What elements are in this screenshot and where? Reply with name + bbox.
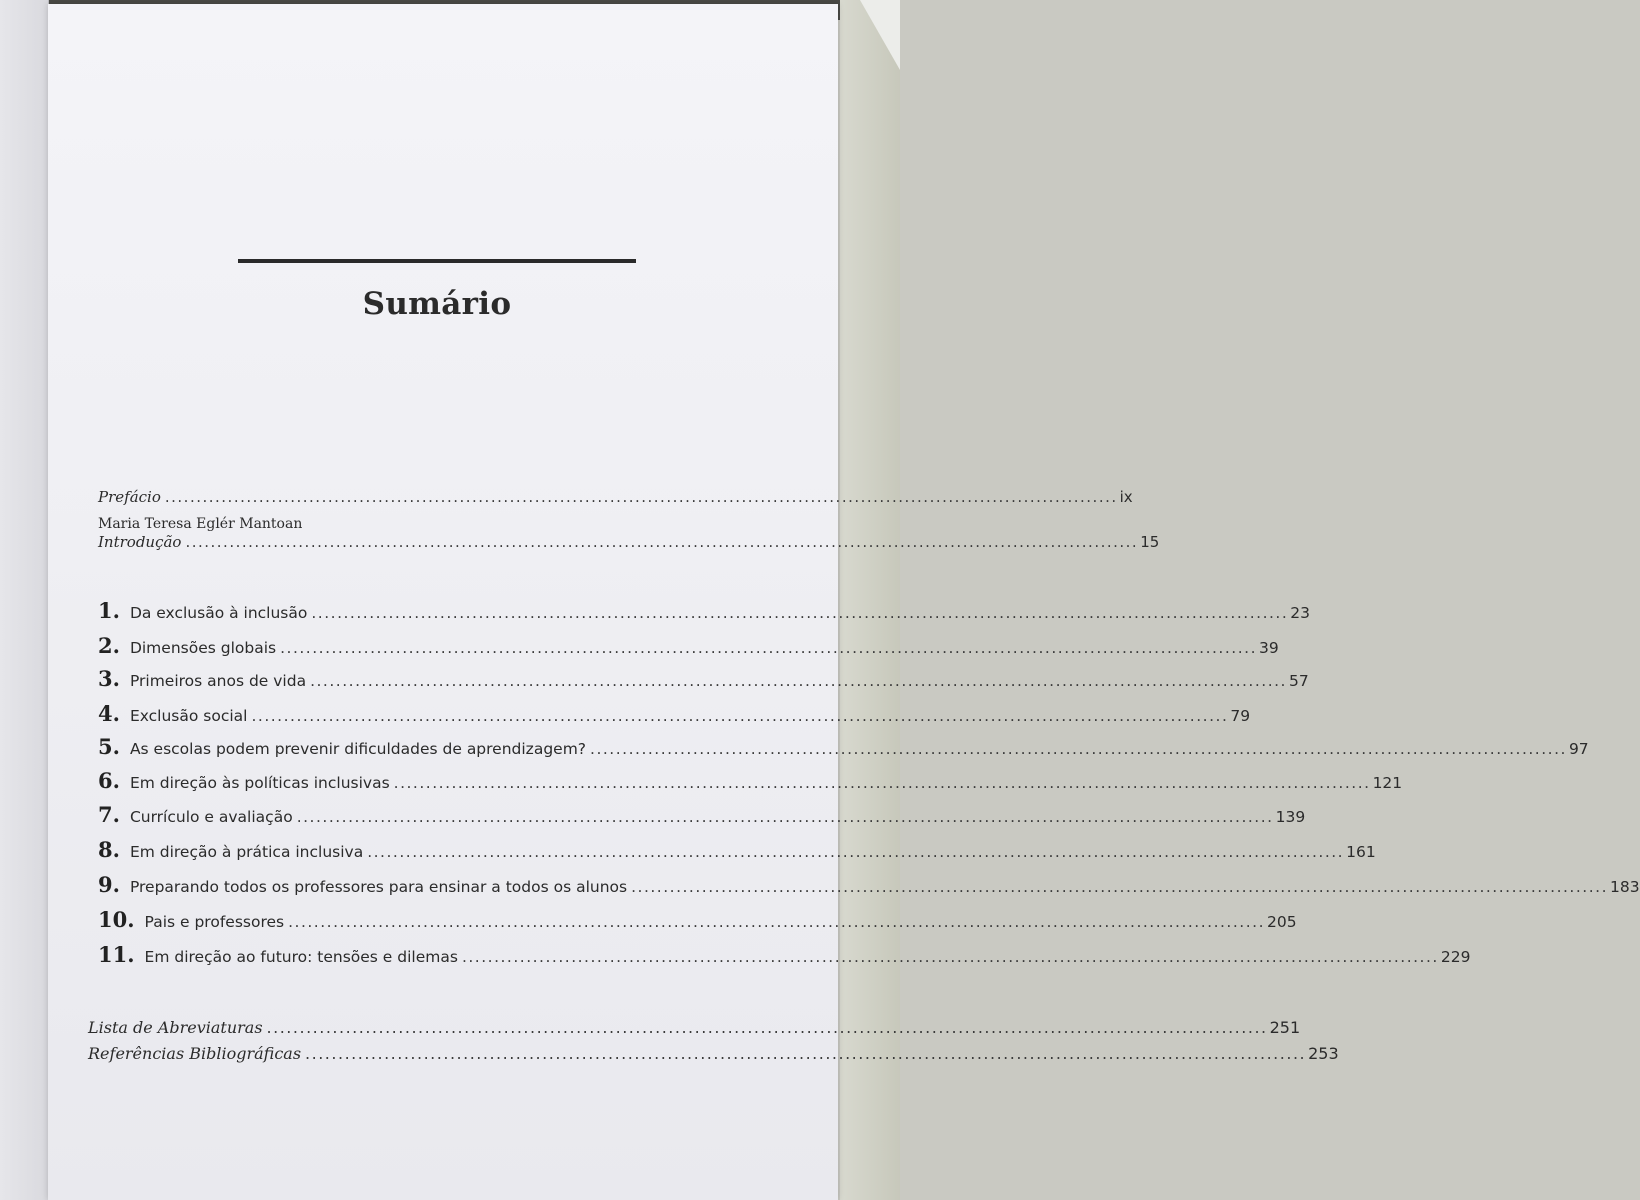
chapter-page: 183	[1610, 878, 1640, 896]
chapter-page: 79	[1230, 707, 1251, 725]
chapter-number: 6.	[98, 768, 120, 793]
chapter-number: 7.	[98, 802, 120, 827]
toc-entry-page: 15	[1140, 533, 1160, 551]
chapter-entry	[98, 872, 1640, 897]
title-rule	[238, 259, 636, 263]
chapter-entry	[98, 701, 1251, 726]
dot-leader: ........................................................................................................................................................	[393, 774, 1371, 792]
dot-leader: ........................................................................................................................................................	[367, 843, 1345, 861]
toc-entry-label: Lista de Abreviaturas	[88, 1018, 263, 1037]
dot-leader: ........................................................................................................................................................	[296, 808, 1274, 826]
chapter-entry	[98, 907, 1297, 932]
chapter-page: 97	[1568, 740, 1589, 758]
chapter-entry	[98, 598, 1311, 623]
toc-entry-label: Introdução	[98, 533, 182, 551]
chapter-entry	[98, 802, 1306, 827]
chapter-number: 2.	[98, 633, 120, 658]
chapter-page: 121	[1372, 774, 1403, 792]
dot-leader: ........................................................................................................................................................	[590, 740, 1567, 758]
chapter-page: 205	[1267, 913, 1297, 931]
toc-entry-abreviaturas	[88, 1018, 1301, 1037]
dot-leader: ........................................................................................................................................................	[266, 1018, 1268, 1037]
preface-author: Maria Teresa Eglér Mantoan	[98, 516, 303, 532]
chapter-title: Em direção ao futuro: tensões e dilemas	[144, 948, 458, 966]
dot-leader: ........................................................................................................................................................	[185, 533, 1139, 551]
chapter-number: 8.	[98, 837, 120, 862]
chapter-page: 39	[1259, 639, 1279, 657]
facing-page-edge	[0, 0, 49, 1200]
chapter-entry	[98, 633, 1279, 658]
chapter-title: Da exclusão à inclusão	[129, 604, 308, 622]
dot-leader: ........................................................................................................................................................	[631, 878, 1608, 896]
chapter-number: 9.	[98, 872, 120, 897]
chapter-entry	[98, 768, 1403, 793]
chapter-title: Dimensões globais	[129, 639, 277, 657]
chapter-title: Em direção às políticas inclusivas	[129, 774, 390, 792]
dot-leader: ........................................................................................................................................................	[311, 604, 1289, 622]
dot-leader: ........................................................................................................................................................	[280, 639, 1257, 657]
chapter-title: Primeiros anos de vida	[129, 672, 307, 690]
toc-entry-page: ix	[1119, 488, 1133, 506]
chapter-number: 5.	[98, 734, 120, 759]
dot-leader: ........................................................................................................................................................	[251, 707, 1229, 725]
chapter-entry	[98, 734, 1589, 759]
chapter-entry	[98, 942, 1471, 967]
chapter-number: 1.	[98, 598, 120, 623]
page-title: Sumário	[362, 286, 512, 322]
chapter-title: Exclusão social	[129, 707, 248, 725]
chapter-title: Em direção à prática inclusiva	[129, 843, 364, 861]
chapter-number: 3.	[98, 666, 120, 691]
toc-entry-introducao	[98, 533, 1160, 551]
chapter-title: Currículo e avaliação	[129, 808, 293, 826]
dot-leader: ........................................................................................................................................................	[461, 948, 1439, 966]
dot-leader: ........................................................................................................................................................	[310, 672, 1287, 690]
dot-leader: ........................................................................................................................................................	[305, 1044, 1307, 1063]
chapter-page: 57	[1288, 672, 1309, 690]
chapter-title: Pais e professores	[144, 913, 285, 931]
chapter-title: Preparando todos os professores para ensinar a todos os alunos	[129, 878, 628, 896]
chapter-page: 229	[1440, 948, 1471, 966]
chapter-title: As escolas podem prevenir dificuldades de aprendizagem?	[129, 740, 587, 758]
chapter-entry	[98, 837, 1376, 862]
toc-entry-label: Prefácio	[98, 488, 161, 506]
toc-entry-page: 253	[1308, 1044, 1339, 1063]
toc-entry-referencias	[88, 1044, 1339, 1063]
book-page	[48, 4, 1640, 1200]
chapter-page: 161	[1346, 843, 1376, 861]
chapter-entry	[98, 666, 1309, 691]
chapter-number: 11.	[98, 942, 135, 967]
dot-leader: ........................................................................................................................................................	[288, 913, 1265, 931]
dot-leader: ........................................................................................................................................................	[164, 488, 1118, 506]
toc-entry-page: 251	[1269, 1018, 1301, 1037]
chapter-page: 23	[1290, 604, 1311, 622]
chapter-number: 4.	[98, 701, 120, 726]
chapter-number: 10.	[98, 907, 135, 932]
toc-entry-prefacio	[98, 488, 1133, 506]
toc-entry-label: Referências Bibliográficas	[88, 1044, 302, 1063]
chapter-page: 139	[1275, 808, 1306, 826]
